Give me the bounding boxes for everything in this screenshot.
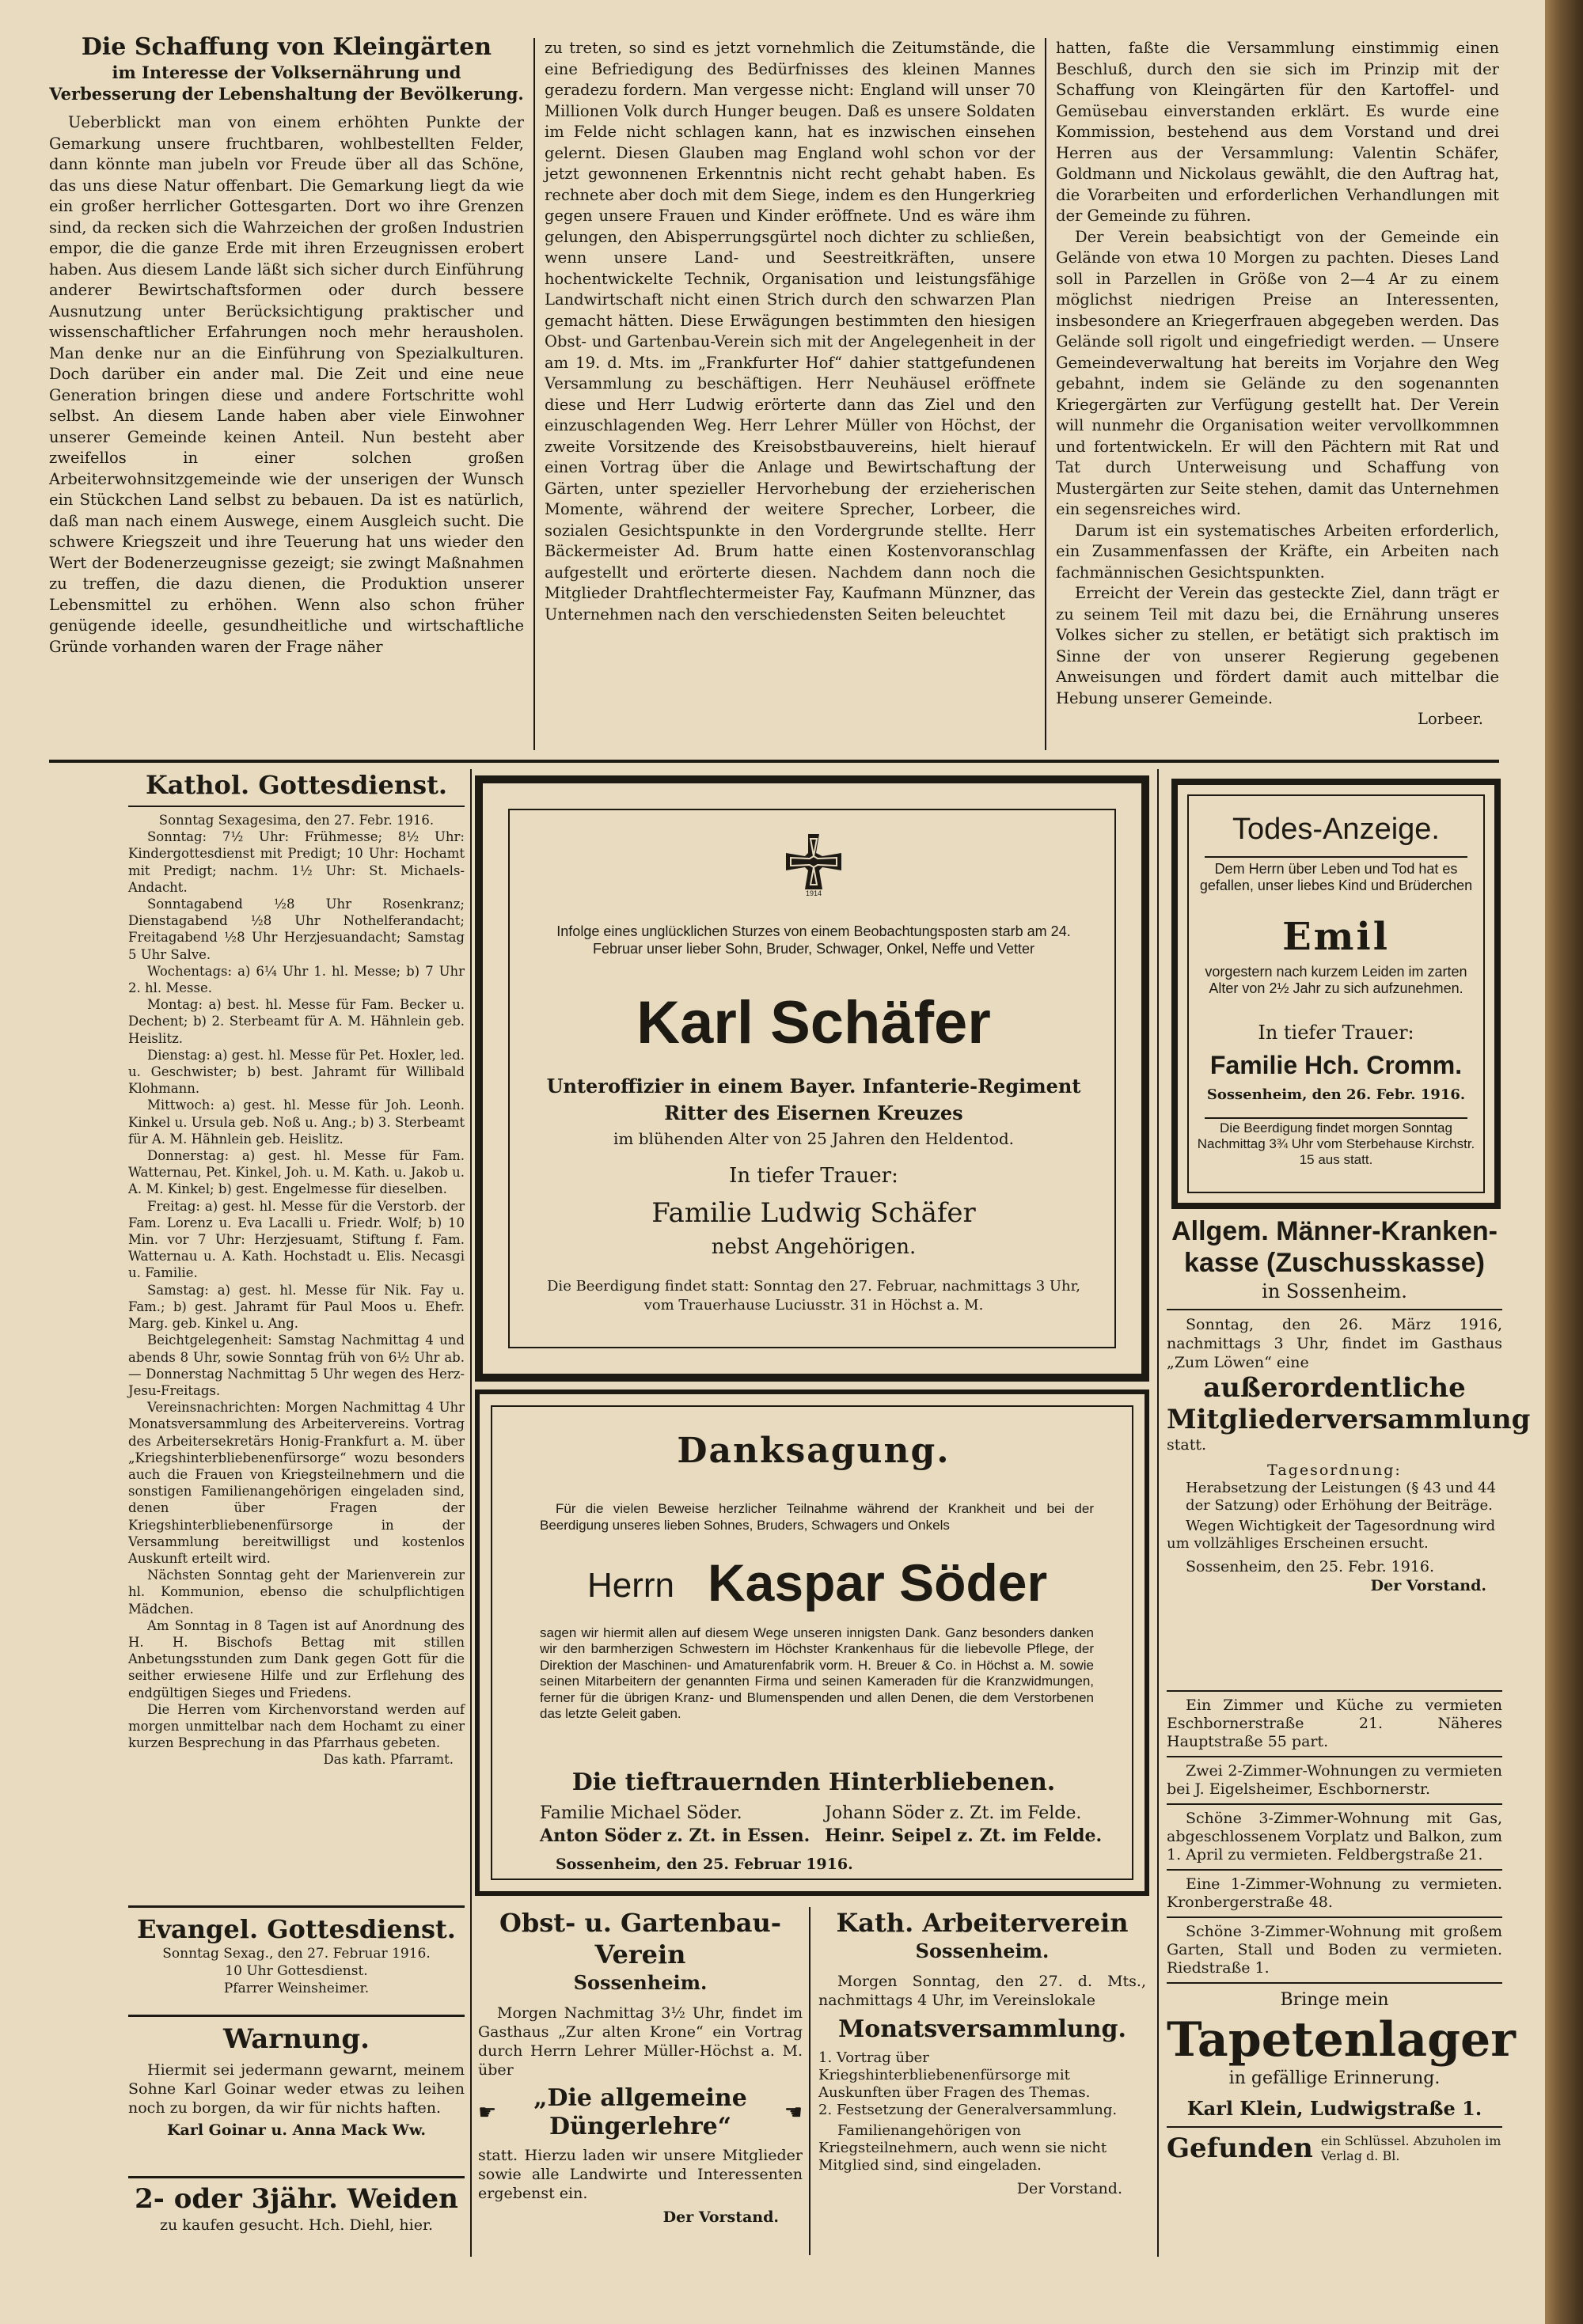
soeder-danksagung [475,1389,1149,1896]
weiden-title: 2- oder 3jähr. Weiden [135,2183,458,2215]
kasse-heading: außerordentliche [1203,1372,1466,1404]
kasse-text: Sonntag, den 26. März 1916, nachmittags 3 Uhr, findet im Gasthaus „Zum Löwen“ eine [1167,1316,1502,1371]
krankenkasse-ad [1167,1215,1531,1595]
small-ad: Zwei 2-Zimmer-Wohnungen zu vermieten bei J. Eigelsheimer, Eschbornerstr. [1167,1762,1502,1798]
column-divider [809,1907,810,2255]
todes-intro: Dem Herrn über Leben und Tod hat es gefallen, unser liebes Kind und Brüderchen [1199,861,1473,893]
danksagung-name: Kaspar Söder [708,1553,1048,1612]
evangel-gottesdienst [128,1913,465,1997]
kathol-line: Donnerstag: a) gest. hl. Messe für Fam. Watternau, Pet. Kinkel, Joh. u. M. Kath. u. Jakob u. A. M. Kinkel; b) gest. Engelmesse für dieselben. [128,1148,465,1197]
section-rule [49,760,1499,763]
schaefer-family: Familie Ludwig Schäfer [651,1197,976,1229]
divider [1205,856,1467,858]
article-signature: Lorbeer. [1418,710,1483,728]
section-rule [128,2015,465,2017]
cross-year: 1914 [805,889,822,897]
kathol-line: Vereinsnachrichten: Morgen Nachmittag 4 Uhr Monatsversammlung des Arbeitervereins. Vortrag des Arbeitersekretärs Honig-Frankfurt a. M. über „Kriegshinterbliebenenfürsorge“ wozu besonders auch die Frauen von Kriegsteilnehmern und die sonstigen Familienangehörigen eingeladen sind, denen über Fragen der Kriegshinterbliebenenfürsorge in der Versammlung bereitwilligst und kostenlos Auskunft erteilt wird. [128,1400,465,1566]
danksagung-text: sagen wir hiermit allen auf diesem Wege unseren innigsten Dank. Ganz besonders danken wir den barmherzigen Schwestern im Höchster Krankenhaus für die liebevolle Pflege, der Direktion der Maschinen- und Amaturenfabrik vorm. H. Breuer & Co. in Höchst a. M. sowie seinen Mitarbeitern der genannten Firma und seinen Kameraden für die Kranzwidmungen, ferner für die übrigen Kranz- und Blumenspenden und allen Denen, die dem Verstorbenen das letzte Geleit gaben. [540,1625,1094,1722]
article-subtitle: im Interesse der Volksernährung und Verbesserung der Lebenshaltung der Bevölkerung. [49,63,524,104]
pointing-hand-icon: ☛ [478,2101,497,2125]
danksagung-intro: Für die vielen Beweise herzlicher Teilnahme während der Krankheit und bei der Beerdigung unseres lieben Sohnes, Bruders, Schwagers und Onkels [540,1501,1094,1533]
divider [1167,2126,1502,2128]
todes-text: vorgestern nach kurzem Leiden im zarten Alter von 2½ Jahr zu sich aufzunehmen. [1205,964,1467,996]
article-paragraph: Erreicht der Verein das gesteckte Ziel, dann trägt er zu seinem Teil mit dazu bei, die Ernährung unseres Volkes sicher zu stellen, er betätigt sich praktisch im Sinne der von unserer Regierung gegebenen Anweisungen und fördert damit auch mittelbar die Hebung unserer Gemeinde. [1056,584,1499,707]
iron-cross-icon [786,834,841,889]
kasse-note: Wegen Wichtigkeit der Tagesordnung wird um vollzähliges Erscheinen ersucht. [1167,1518,1496,1552]
obst-text1: Morgen Nachmittag 3½ Uhr, findet im Gasthaus „Zur alten Krone“ ein Vortrag durch Herrn Lehrer Müller-Höchst a. M. über [478,2004,803,2079]
kathol-line: Montag: a) best. hl. Messe für Fam. Becker u. Dechent; b) 2. Sterbeamt für A. M. Hähnlein geb. Heislitz. [128,997,465,1046]
arbeiterverein-ad [812,1907,1152,2255]
tapeten-line: Bringe mein [1280,1990,1389,2010]
article-paragraph: Der Verein beabsichtigt von der Gemeinde ein Gelände von etwa 10 Morgen zu pachten. Dieses Land soll in Parzellen in Größe von 2—4 Ar zu einem möglichst niedrigen Preise an Interessenten, insbesondere an Kriegerfrauen abgegeben werden. Das Gelände soll rigolt und eingefriedigt werden. — Unsere Gemeindeverwaltung hat bereits im Vorjahre den Weg gebahnt, indem sie Gelände zu den sogenannten Kriegergärten zur Verfügung gestellt hat. Der Verein will nunmehr die Organisation weiter vervollkommnen und fortentwickeln. Er will den Pächtern mit Rat und Tat durch Unterweisung und Schaffung von Mustergärten zur Seite stehen, damit das Unternehmen ein segensreiches wird. [1056,227,1499,518]
kathol-gottesdienst [128,769,465,1769]
article-paragraph: Darum ist ein systematisches Arbeiten erforderlich, ein Zusammenfassen der Kräfte, ein Arbeiten nach fachmännischen Gesichtspunkten. [1056,521,1499,582]
kathol-line: Mittwoch: a) gest. hl. Messe für Joh. Leonh. Kinkel u. Ursula geb. Noß u. Ang.; b) 3. Sterbeamt für A. M. Hähnlein geb. Heislitz. [128,1098,465,1147]
pointing-hand-icon: ☚ [784,2101,803,2125]
todes-title: Todes-Anzeige. [1232,813,1440,846]
tapeten-name: Tapetenlager [1167,2012,1516,2068]
danksagung-heading: Die tieftrauernden Hinterbliebenen. [571,1769,1056,1796]
article-column-1 [49,33,524,658]
divider [1167,1982,1502,1984]
gefunden-text: ein Schlüssel. Abzuholen im Verlag d. Bl. [1320,2133,1501,2163]
arbeiter-sign: Der Vorstand. [1016,2180,1122,2197]
schaefer-name: Karl Schäfer [636,989,991,1056]
obituary-inner-frame [508,809,1116,1348]
arbeiter-text2: Familienangehörigen von Kriegsteilnehmern, auch wenn sie nicht Mitglied sind, sind eingeladen. [818,2122,1107,2174]
todes-burial: Die Beerdigung findet morgen Sonntag Nachmittag 3¾ Uhr vom Sterbehause Kirchstr. 15 aus statt. [1197,1120,1475,1167]
evangel-line: 10 Uhr Gottesdienst. [225,1963,368,1979]
kathol-title: Kathol. Gottesdienst. [145,770,448,800]
divider [1205,1117,1467,1119]
kathol-line: Samstag: a) gest. hl. Messe für Nik. Fay u. Fam.; b) gest. Jahramt für Paul Moos u. Ehefr. Marg. geb. Kinkel u. Ang. [128,1282,465,1332]
binding-spine [1545,0,1583,2324]
obst-title: Obst- u. Gartenbau-Verein [499,1908,781,1970]
column-divider [533,38,535,750]
small-ads [1167,1685,1516,2164]
column-divider [1157,769,1159,2257]
kasse-tages: Tagesordnung: [1267,1462,1402,1479]
evangel-title: Evangel. Gottesdienst. [137,1914,456,1944]
kathol-sign: Das kath. Pfarramt. [323,1752,454,1768]
article-column-2 [545,38,1035,625]
kathol-line: Am Sonntag in 8 Tagen ist auf Anordnung des H. H. Bischofs Bettag mit stillen Anbetungsstunden zum Dank gegen Gott für die seither erwiesene Hilfe und zur Erflehung des endgültigen Sieges und Friedens. [128,1617,465,1700]
todes-name: Emil [1282,915,1390,959]
schaefer-honor: Ritter des Eisernen Kreuzes [664,1101,963,1124]
article-paragraph: Ueberblickt man von einem erhöhten Punkte der Gemarkung unsere fruchtbaren, wohlbestellten Felder, dann könnte man jubeln vor Freude über all das Schöne, das uns diese Natur offenbart. Die Gemarkung liegt da wie ein großer herrlicher Gottesgarten. Dort wo ihre Grenzen sind, da recken sich die Wahrzeichen der großen Industrien empor, die die ganze Erde mit ihren Erzeugnissen erobert haben. Aus diesem Lande läßt sich sicher durch Einführung anderer Bewirtschaftsformen oder durch bessere Ausnutzung unter Berücksichtigung praktischer und wissenschaftlicher Erfahrungen noch mehr herausholen. Man denke nur an die Einführung von Spezialkulturen. Doch darüber ein ander mal. Die Zeit und eine neue Generation bringen diese und andere Fortschritte wohl selbst. An diesem Lande haben aber viele Einwohner unserer Gemeinde keinen Anteil. Nun besteht aber zweifellos in einer solchen großen Arbeiterwohnsitzgemeinde wie der unserigen der Wunsch ein Stückchen Land selbst zu bebauen. Da ist es natürlich, daß man nach einem Auswege, einem Ausgleich sucht. Die schwere Kriegszeit und ihre Teuerung hat uns wieder den Wert der Bodenerzeugnisse gezeigt; sie zwingt Maßnahmen zu treffen, die dazu dienen, die Produktion unserer Lebensmittel zu erhöhen. Wenn also schon früher genügende ideelle, gesundheitliche und wirtschaftliche Gründe vorhanden waren der Frage näher [49,113,524,656]
todes-inner-frame [1187,794,1485,1193]
tapeten-sign: Karl Klein, Ludwigstraße 1. [1186,2097,1482,2120]
schaefer-rank: Unteroffizier in einem Bayer. Infanterie-Regiment [546,1075,1081,1098]
arbeiter-place: Sossenheim. [915,1939,1050,1962]
obst-topic: „Die allgemeine Düngerlehre“ [533,2084,747,2140]
section-rule [128,1905,465,1908]
warnung-ad [128,2023,465,2140]
danksagung-place: Sossenheim, den 25. Februar 1916. [556,1856,853,1873]
divider [1167,1916,1502,1918]
kasse-item: Herabsetzung der Leistungen (§ 43 und 44 der Satzung) oder Erhöhung der Beiträge. [1186,1480,1496,1514]
kathol-line: Beichtgelegenheit: Samstag Nachmittag 4 und abends 8 Uhr, sowie Sonntag früh von 6½ Uhr ab. — Donnerstag Nachmittag 5 Uhr wegen des Herz-Jesu-Freitags. [128,1333,465,1398]
todes-anzeige [1171,779,1501,1209]
arbeiter-text1: Morgen Sonntag, den 27. d. Mts., nachmittags 4 Uhr, im Vereinslokale [818,1973,1146,2009]
obst-sign: Der Vorstand. [662,2208,779,2226]
danksagung-title: Danksagung. [677,1431,951,1471]
kathol-line: Sonntagabend ½8 Uhr Rosenkranz; Dienstagabend ½8 Uhr Nothelferandacht; Freitagabend ½8 Uhr Herzjesuandacht; Samstag 5 Uhr Salve. [128,897,465,962]
divider [128,806,465,807]
warnung-title: Warnung. [223,2023,370,2055]
kasse-date: Sossenheim, den 25. Febr. 1916. [1186,1558,1435,1575]
article-paragraph: zu treten, so sind es jetzt vornehmlich die Zeitumstände, die eine Befriedigung des Bedürfnisses des kleinen Mannes geradezu fordern. Man vergesse nicht: England will unser 70 Millionen Volk durch Hunger beugen. Daß es unsere Soldaten im Felde nicht schlagen kann, hat es inzwischen einsehen gelernt. Diesen Glauben mag England wohl schon vor der jetzt gewonnenen Erkenntnis nicht recht gehabt haben. Es rechnete aber doch mit dem Siege, indem es den Hungerkrieg gegen unsere Frauen und Kinder eröffnete. Und es wäre ihm gelungen, den Abisperrungsgürtel noch dichter zu schließen, wenn unsere Land- und Seestreitkräften, unsere hochentwickelte Technik, Organisation und leistungsfähige Landwirtschaft nicht einen Strich durch den schwarzen Plan gemacht hätten. Diese Erwägungen bestimmten den hiesigen Obst- und Gartenbau-Verein sich mit der Angelegenheit in der am 19. d. Mts. im „Frankfurter Hof“ dahier stattgefundenen Versammlung zu beschäftigen. Herr Neuhäusel eröffnete diese und Herr Ludwig erörterte dann das Ziel und den einzuschlagenden Weg. Herr Lehrer Müller von Höchst, der zweite Vorsitzende des Kreisobstbauvereins, hielt hierauf einen Vortrag über die Anlage und Bewirtschaftung der Gärten, unter spezieller Hervorhebung der erzieherischen Momente, während der weitere Sprecher, Lorbeer, die sozialen Gesichtspunkte in den Vordergrunde stellte. Herr Bäckermeister Ad. Brum hatte einen Kostenvoranschlag aufgestellt und erörterte diesen. Nachdem dann noch die Mitglieder Drahtflechtermeister Fay, Kaufmann Münzner, das Unternehmen nach den verschiedensten Seiten beleuchtet [545,39,1035,624]
divider [1167,1869,1502,1871]
section-rule [128,2176,465,2178]
column-divider [1045,38,1046,750]
divider [1167,1309,1502,1310]
kathol-line: Nächsten Sonntag geht der Marienverein zur hl. Kommunion, ebenso die schulpflichtigen Mädchen. [128,1568,465,1617]
danksagung-family: Anton Söder z. Zt. in Essen. [540,1825,810,1846]
kathol-line: Freitag: a) gest. hl. Messe für die Verstorb. der Fam. Lorenz u. Eva Lacalli u. Friedr. Wolf; b) 10 Min. vor 7 Uhr: Herzjesuamt, Stiftung f. Fam. Watternau u. A. Kath. Hochstadt u. Elis. Necasgi u. Familie. [128,1198,465,1281]
article-paragraph: hatten, faßte die Versammlung einstimmig einen Beschluß, durch den sie sich im Prinzip mit der Schaffung von Kleingärten für den Kartoffel- und Gemüsebau einverstanden erklärt. Es wurde eine Kommission, bestehend aus dem Vorstand und drei Herren aus der Versammlung: Valentin Schäfer, Goldmann und Nickolaus gewählt, die den Auftrag hat, die Vorarbeiten und erforderlichen Verhandlungen mit der Gemeinde zu führen. [1056,39,1499,225]
kasse-statt: statt. [1167,1436,1207,1454]
kathol-line: Sonntag Sexagesima, den 27. Febr. 1916. [158,813,435,828]
obst-text2: statt. Hierzu laden wir unsere Mitglieder sowie alle Landwirte und Interessenten ergebenst ein. [478,2147,803,2202]
gefunden-title: Gefunden [1167,2133,1313,2164]
evangel-line: Sonntag Sexag., den 27. Februar 1916. [162,1946,431,1962]
arbeiter-item: 2. Festsetzung der Generalversammlung. [818,2102,1118,2118]
obst-topic-row [478,2084,803,2141]
schaefer-family2: nebst Angehörigen. [711,1235,917,1259]
tapeten-line: in gefällige Erinnerung. [1228,2068,1441,2088]
obst-place: Sossenheim. [573,1971,708,1994]
todes-trauer: In tiefer Trauer: [1258,1022,1414,1044]
kathol-line: Wochentags: a) 6¼ Uhr 1. hl. Messe; b) 7 Uhr 2. hl. Messe. [128,963,465,996]
weiden-text: zu kaufen gesucht. Hch. Diehl, hier. [160,2216,433,2234]
schaefer-intro: Infolge eines unglücklichen Sturzes von einem Beobachtungsposten starb am 24. Februar unser lieber Sohn, Bruder, Schwager, Onkel, Neffe und Vetter [556,923,1071,957]
danksagung-family: Familie Michael Söder. [540,1803,742,1823]
kasse-sign: Der Vorstand. [1370,1577,1486,1594]
weiden-ad [128,2182,465,2235]
kathol-line: Dienstag: a) gest. hl. Messe für Pet. Hoxler, led. u. Geschwister; b) best. Jahramt für Willibald Klohmann. [128,1047,465,1097]
schaefer-obituary [475,775,1149,1382]
obst-verein-ad [472,1907,809,2255]
schaefer-trauer: In tiefer Trauer: [729,1164,898,1188]
kasse-place: in Sossenheim. [1262,1280,1407,1302]
arbeiter-title: Kath. Arbeiterverein [836,1908,1129,1938]
evangel-sign: Pfarrer Weinsheimer. [223,1981,370,1996]
danksagung-inner-frame [491,1405,1133,1880]
warnung-sign: Karl Goinar u. Anna Mack Ww. [167,2121,426,2139]
warnung-text: Hiermit sei jedermann gewarnt, meinem Sohne Karl Goinar weder etwas zu leihen noch zu borgen, da wir für nichts haften. [128,2061,465,2117]
divider [1167,1690,1502,1692]
kasse-title: kasse (Zuschusskasse) [1184,1248,1485,1278]
kathol-line: Sonntag: 7½ Uhr: Frühmesse; 8½ Uhr: Kindergottesdienst mit Predigt; 10 Uhr: Hochamt mit Predigt; nachm. 1½ Uhr: St. Michaels-Andacht. [128,829,465,895]
kasse-title: Allgem. Männer-Kranken- [1171,1216,1498,1246]
danksagung-family: Johann Söder z. Zt. im Felde. [825,1803,1082,1823]
small-ad: Schöne 3-Zimmer-Wohnung mit großem Garten, Stall und Boden zu vermieten. Riedstraße 1. [1167,1923,1502,1977]
small-ad: Schöne 3-Zimmer-Wohnung mit Gas, abgeschlossenem Vorplatz und Balkon, zum 1. April zu vermieten. Feldbergstraße 21. [1167,1810,1502,1863]
divider [1167,1803,1502,1805]
arbeiter-heading: Monatsversammlung. [838,2015,1126,2043]
schaefer-burial: Die Beerdigung findet statt: Sonntag den 27. Februar, nachmittags 3 Uhr, vom Trauerhause Luciusstr. 31 in Höchst a. M. [547,1278,1080,1314]
kasse-heading: Mitgliederversammlung [1167,1404,1531,1435]
todes-place: Sossenheim, den 26. Febr. 1916. [1206,1086,1466,1103]
schaefer-age: im blühenden Alter von 25 Jahren den Heldentod. [613,1129,1015,1148]
article-column-3 [1056,38,1499,730]
danksagung-family: Heinr. Seipel z. Zt. im Felde. [825,1825,1103,1846]
divider [1167,1756,1502,1757]
arbeiter-item: 1. Vortrag über Kriegshinterbliebenenfürsorge mit Auskunften über Fragen des Themas. [818,2049,1091,2101]
small-ad: Ein Zimmer und Küche zu vermieten Eschbornerstraße 21. Näheres Hauptstraße 55 part. [1167,1697,1502,1750]
danksagung-herr: Herrn [587,1566,675,1605]
kathol-line: Die Herren vom Kirchenvorstand werden auf morgen unmittelbar nach dem Hochamt zu einer kurzen Besprechung in das Pfarrhaus gebeten. [128,1701,465,1751]
gefunden-ad [1167,2133,1502,2164]
todes-family: Familie Hch. Cromm. [1209,1051,1463,1079]
article-title: Die Schaffung von Kleingärten [81,33,492,61]
small-ad: Eine 1-Zimmer-Wohnung zu vermieten. Kronbergerstraße 48. [1167,1875,1502,1911]
